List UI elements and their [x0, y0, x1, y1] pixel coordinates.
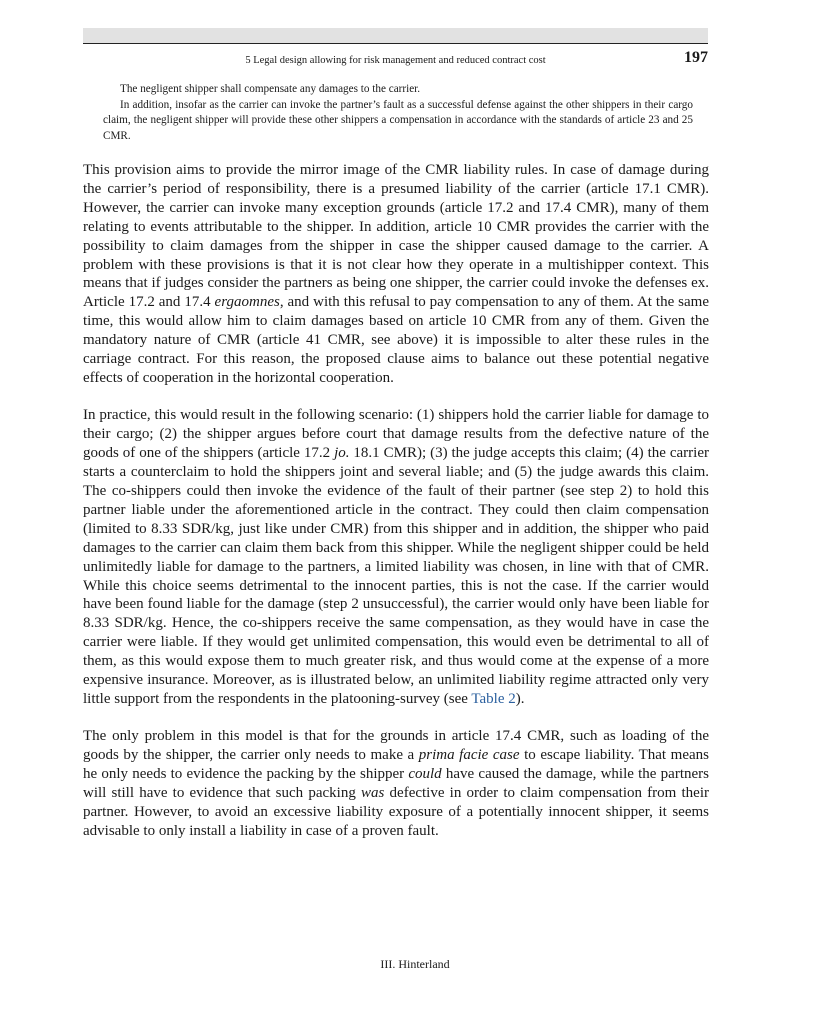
page-number: 197 — [684, 49, 708, 66]
p2-text-c: ). — [515, 690, 525, 707]
p2-text-a: In practice, this would result in the following scenario: (1) shippers hold the carrier liable for damage to their cargo; (2) the shipper argues before court that damage results from the defective nature of the goods of one of the shippers (article 17.2 — [83, 407, 709, 462]
p3-emphasis-3: was — [361, 785, 385, 802]
quoted-clause — [103, 82, 693, 144]
p3-text-c: have caused the damage, while the partners will still have to evidence that such packing — [83, 766, 709, 802]
page-footer: III. Hinterland — [380, 957, 450, 971]
p1-text-b: , and with this refusal to pay compensation to any of them. At the same time, this would allow him to claim damages based on article 10 CMR from any of them. Given the mandatory nature of CMR (article 41 CMR, see above) it is impossible to alter these rules in the carriage contract. For this reason, the proposed clause aims to balance out these potential negative effects of cooperation in the horizontal cooperation. — [83, 294, 709, 386]
p2-emphasis: jo. — [334, 445, 350, 462]
p3-text-d: defective in order to claim compensation from their partner. However, to avoid an excessive liability exposure of a potentially innocent shipper, it seems advisable to only install a liability in case of a proven fault. — [83, 785, 709, 839]
running-head — [83, 50, 708, 70]
p3-emphasis-1: prima facie case — [418, 747, 520, 764]
header-rule — [83, 43, 708, 44]
paragraph-3 — [83, 727, 709, 840]
table-2-link[interactable]: Table 2 — [471, 690, 516, 707]
p2-text-b: 18.1 CMR); (3) the judge accepts this claim; (4) the carrier starts a counterclaim to hold the shippers joint and several liable; and (5) the judge awards this claim. The co-shippers could then invoke the evidence of the fault of their partner (see step 2) to hold this partner liable under the aforementioned article in the contract. They could then claim compensation (limited to 8.33 SDR/kg, just like under CMR) from this shipper and in addition, the shipper who paid damages to the carrier can claim them back from this shipper. While the negligent shipper could be held unlimitedly liable for damage to the partners, a limited liability was chosen, in line with that of CMR. While this choice seems detrimental to the innocent parties, this is not the case. If the carrier would have been found liable for the damage (step 2 unsuccessful), the carrier would only have been liable for 8.33 SDR/kg. Hence, the co-shippers receive the same compensation, as they would have in case the carrier were liable. If they would get unlimited compensation, this would even be detrimental to all of them, as this would expose them to much greater risk, and thus would come at the expense of a more expensive insurance. Moreover, as is illustrated below, an unlimited liability regime attracted only very little support from the respondents in the platooning-survey (see — [83, 445, 709, 707]
paragraph-2 — [83, 406, 709, 709]
chapter-title: 5 Legal design allowing for risk management and reduced contract cost — [245, 55, 546, 66]
clause-line-2: In addition, insofar as the carrier can invoke the partner’s fault as a successful defense against the other shippers in their cargo claim, the negligent shipper will provide these other shippers a compensation in accordance with the standards of article 23 and 25 CMR. — [103, 98, 693, 142]
p3-text-b: to escape liability. That means he only needs to evidence the packing by the shipper — [83, 747, 709, 783]
p1-text-a: This provision aims to provide the mirror image of the CMR liability rules. In case of damage during the carrier’s period of responsibility, there is a presumed liability of the carrier (article 17.1 CMR). However, the carrier can invoke many exception grounds (article 17.2 and 17.4 CMR), many of them relating to events attributable to the shipper. In addition, article 10 CMR provides the carrier with the possibility to claim damages from the shipper in case the shipper caused damage to the carrier. A problem with these provisions is that it is not clear how they operate in a multishipper context. This means that if judges consider the partners as being one shipper, the carrier could invoke the defenses ex. Article 17.2 and 17.4 — [83, 162, 709, 311]
clause-line-1: The negligent shipper shall compensate any damages to the carrier. — [120, 83, 421, 95]
body-text — [83, 161, 709, 841]
p3-text-a: The only problem in this model is that for the grounds in article 17.4 CMR, such as loading of the goods by the shipper, the carrier only needs to make a — [83, 728, 709, 764]
p1-emphasis: ergaomnes — [214, 294, 280, 311]
paragraph-1 — [83, 161, 709, 388]
header-bar — [83, 28, 708, 43]
p3-emphasis-2: could — [408, 766, 442, 783]
